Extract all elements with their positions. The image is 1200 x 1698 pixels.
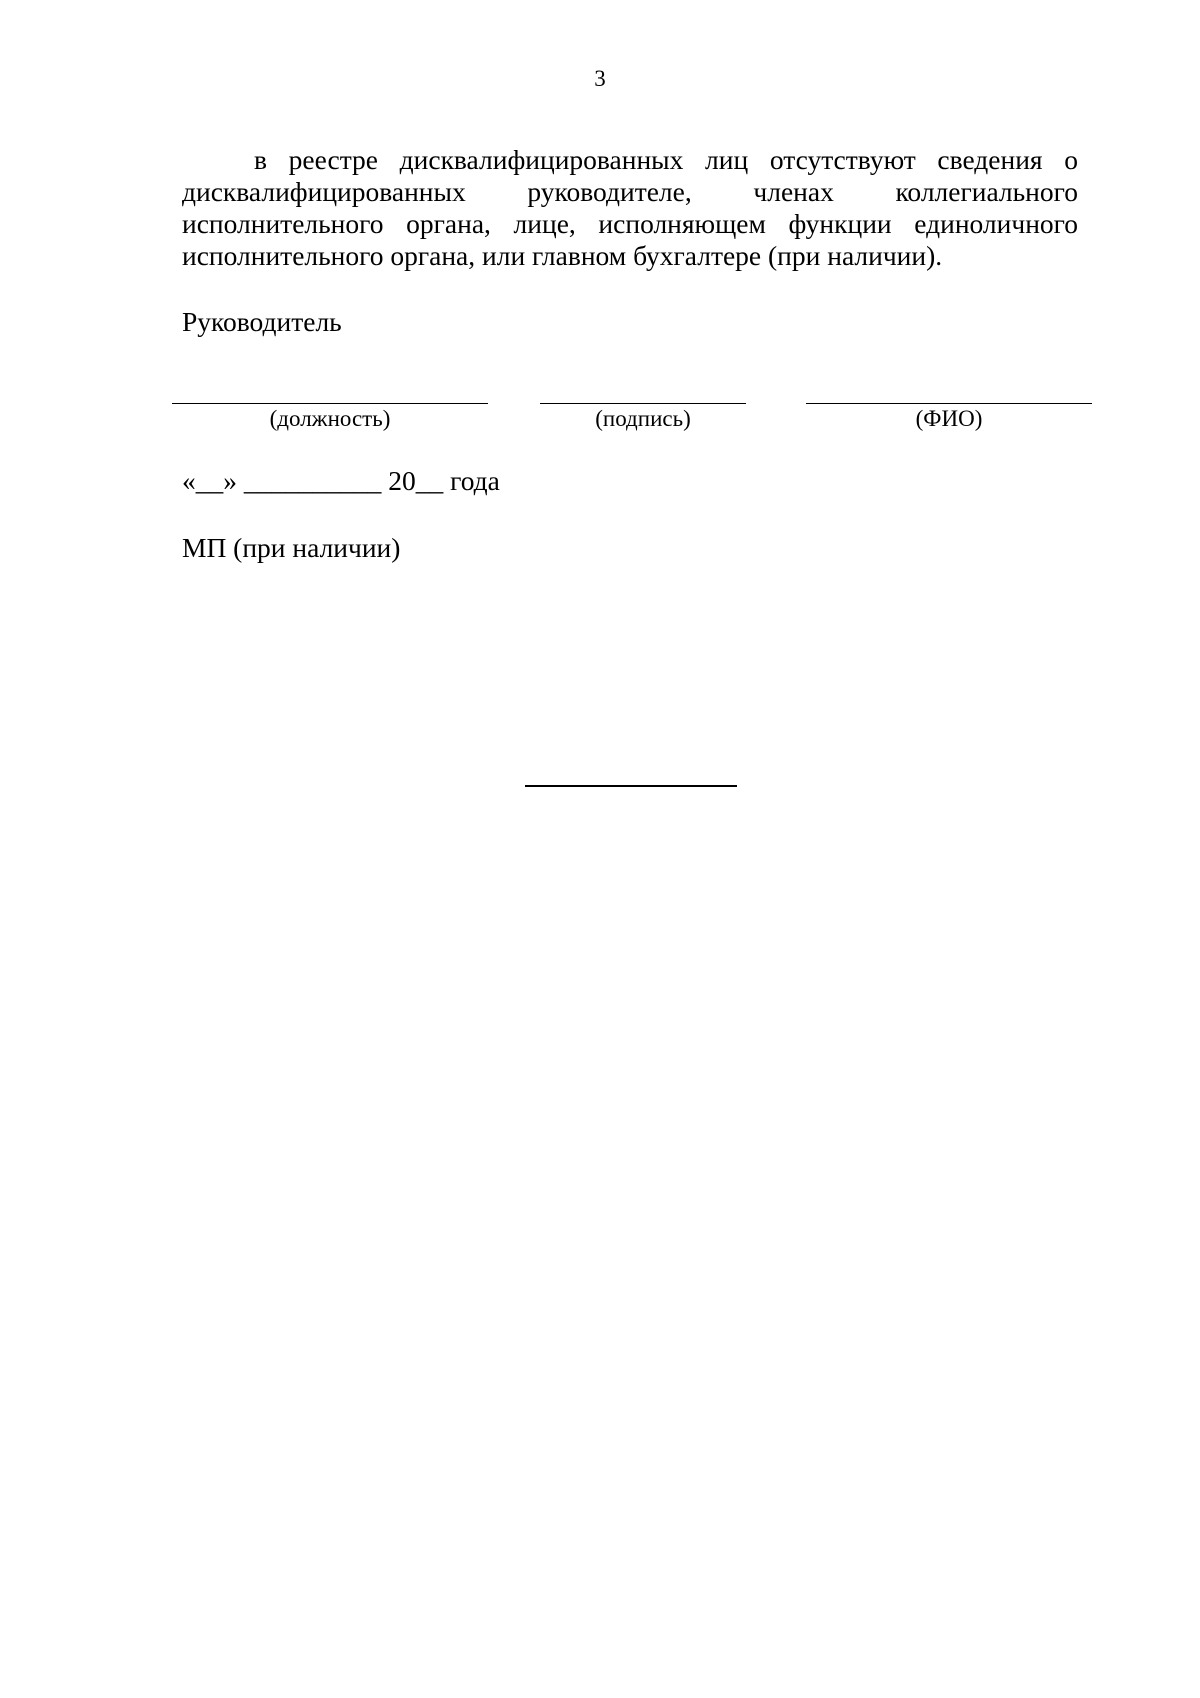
date-line: «__» __________ 20__ года bbox=[182, 465, 500, 496]
signature-line bbox=[540, 403, 746, 404]
stamp-line: МП (при наличии) bbox=[182, 532, 401, 563]
name-caption: (ФИО) bbox=[915, 406, 983, 431]
body-paragraph: в реестре дисквалифицированных лиц отсутствуют сведения о дисквалифицированных руководителе, членах коллегиального исполнительного органа, лице, исполняющем функции единоличного исполнительного органа, или главном бухгалтере (при наличии). bbox=[182, 144, 1078, 271]
signature-caption: (подпись) bbox=[595, 406, 691, 431]
name-signature-line bbox=[806, 403, 1092, 404]
signer-title: Руководитель bbox=[182, 306, 342, 337]
position-caption: (должность) bbox=[269, 406, 391, 431]
page-number: 3 bbox=[594, 66, 606, 91]
position-signature-line bbox=[172, 403, 488, 404]
end-of-document-rule bbox=[525, 785, 737, 787]
